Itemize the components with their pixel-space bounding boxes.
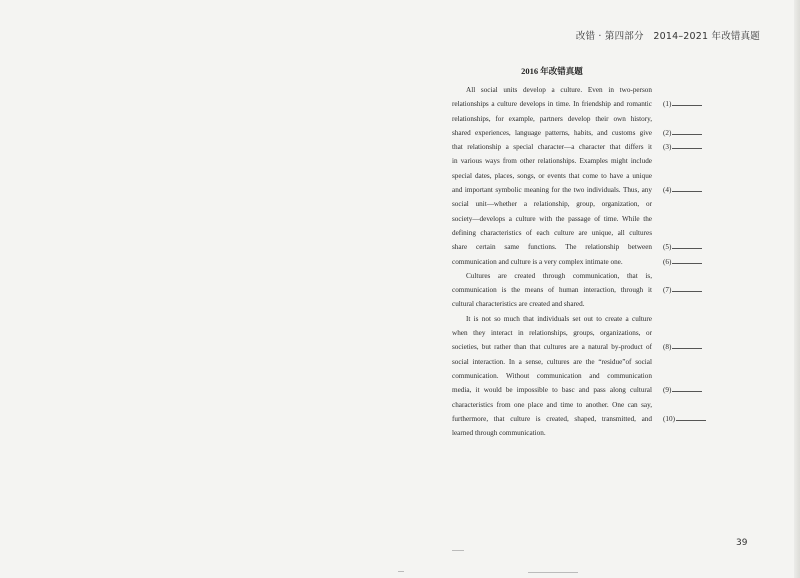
passage-line: shared experiences, language patterns, habits, and customs give <box>452 128 652 137</box>
passage-line: media, it would be impossible to basc and pass along cultural <box>452 386 652 395</box>
scan-speck <box>528 572 578 573</box>
passage-line: characteristics from one place and time to another. One can say, <box>452 400 652 409</box>
passage-line: society—develops a culture with the passage of time. While the <box>452 214 652 223</box>
passage-line: societies, but rather than that cultures are a natural by-product of <box>452 343 652 352</box>
passage-line: share certain same functions. The relationship between <box>452 243 652 252</box>
running-header: 改错 · 第四部分 2014–2021 年改错真题 <box>575 31 760 42</box>
blank-underline <box>676 412 706 421</box>
answer-blank[interactable] <box>663 283 702 297</box>
passage-line: furthermore, that culture is created, shaped, transmitted, and <box>452 414 652 423</box>
passage-line: and important symbolic meaning for the two individuals. Thus, any <box>452 186 652 195</box>
blank-label: (6) <box>663 257 672 266</box>
blank-underline <box>672 283 702 292</box>
passage-line: relationships a culture develops in time. In friendship and romantic <box>452 100 652 109</box>
passage-line: special dates, places, songs, or events that come to have a unique <box>452 171 652 180</box>
passage-line: It is not so much that individuals set out to create a culture <box>466 314 652 323</box>
blank-underline <box>672 97 702 106</box>
answer-blank[interactable] <box>663 383 702 397</box>
passage-line: social interaction. In a sense, cultures are the “residue”of social <box>452 357 652 366</box>
passage-line: defining characteristics of each culture are unique, all cultures <box>452 228 652 237</box>
blank-label: (10) <box>663 414 675 423</box>
scan-speck <box>398 571 404 572</box>
answer-blank[interactable] <box>663 340 702 354</box>
blank-label: (4) <box>663 186 672 195</box>
blank-underline <box>672 383 702 392</box>
passage-line: Cultures are created through communication, that is, <box>466 271 652 280</box>
answer-blank[interactable] <box>663 97 702 111</box>
answer-blank[interactable] <box>663 140 702 154</box>
blank-underline <box>672 126 702 135</box>
page-edge <box>794 0 800 578</box>
blank-underline <box>672 340 702 349</box>
passage-text <box>452 83 652 440</box>
answer-blank[interactable] <box>663 255 702 269</box>
passage-line: cultural characteristics are created and shared. <box>452 300 585 309</box>
blank-underline <box>672 255 702 264</box>
passage-line: All social units develop a culture. Even in two-person <box>466 86 652 94</box>
blank-label: (5) <box>663 243 672 252</box>
passage-line: relationships, for example, partners develop their own history, <box>452 114 652 123</box>
passage-line: communication and culture is a very complex intimate one. <box>452 257 623 266</box>
blank-label: (1) <box>663 100 672 109</box>
blank-label: (2) <box>663 128 672 137</box>
blank-label: (9) <box>663 386 672 395</box>
blank-label: (8) <box>663 343 672 352</box>
passage-line: that relationship a special character—a character that differs it <box>452 143 652 152</box>
answer-blank[interactable] <box>663 126 702 140</box>
passage-line: in various ways from other relationships. Examples might include <box>452 157 652 166</box>
passage-line: when they interact in relationships, groups, organizations, or <box>452 329 652 338</box>
blank-underline <box>672 183 702 192</box>
blank-label: (3) <box>663 143 672 152</box>
answer-blank[interactable] <box>663 183 702 197</box>
answer-blank[interactable] <box>663 240 702 254</box>
blank-label: (7) <box>663 286 672 295</box>
scan-speck <box>452 550 464 551</box>
page-number: 39 <box>736 538 748 548</box>
passage-line: social unit—whether a relationship, group, organization, or <box>452 200 652 209</box>
exercise-title: 2016 年改错真题 <box>521 66 583 76</box>
passage-line: communication is the means of human interaction, through it <box>452 286 652 295</box>
passage-line: communication. Without communication and communication <box>452 371 652 380</box>
blank-underline <box>672 140 702 149</box>
answer-blank[interactable] <box>663 412 706 426</box>
passage-line: learned through communication. <box>452 429 546 438</box>
blank-underline <box>672 240 702 249</box>
